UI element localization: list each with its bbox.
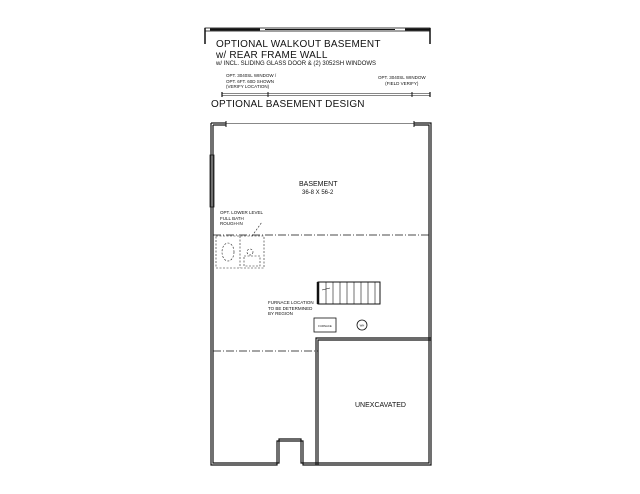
bath-rough-in: [216, 222, 264, 268]
basement-room-label: BASEMENT: [299, 181, 338, 188]
opt-window-right-callout: OPT. 3040SL WINDOW (FIELD VERIFY): [378, 75, 426, 86]
plan-title: OPTIONAL BASEMENT DESIGN: [211, 99, 365, 110]
opt-window-wall-strip: [222, 92, 430, 97]
walkout-note: w/ INCL. SLIDING GLASS DOOR & (2) 3052SH WINDOWS: [216, 61, 377, 67]
lower-level-bath-callout: OPT. LOWER LEVEL FULL BATH ROUGH-IN: [220, 210, 264, 226]
basement-outer-walls: [210, 121, 431, 465]
furnace-location-callout: FURNACE LOCATION TO BE DETERMINED BY REGION: [268, 300, 314, 316]
water-heater-label: WH: [359, 323, 365, 328]
opt-window-left-callout: OPT. 3040SL WINDOW / OPT. 6FT. 60D SHOWN (VERIFY LOCATION): [226, 73, 277, 89]
walkout-subtitle: w/ REAR FRAME WALL: [216, 50, 328, 61]
basement-room-dimensions: 36-8 X 56-2: [302, 190, 334, 196]
walkout-title: OPTIONAL WALKOUT BASEMENT: [216, 39, 381, 50]
unexcavated-walls: [316, 338, 431, 465]
stairs: [318, 282, 380, 304]
furnace-box-label: FURNACE: [318, 324, 332, 328]
walkout-wall-strip: [205, 28, 430, 44]
beam-lines: [213, 235, 429, 351]
unexcavated-label: UNEXCAVATED: [355, 402, 406, 409]
